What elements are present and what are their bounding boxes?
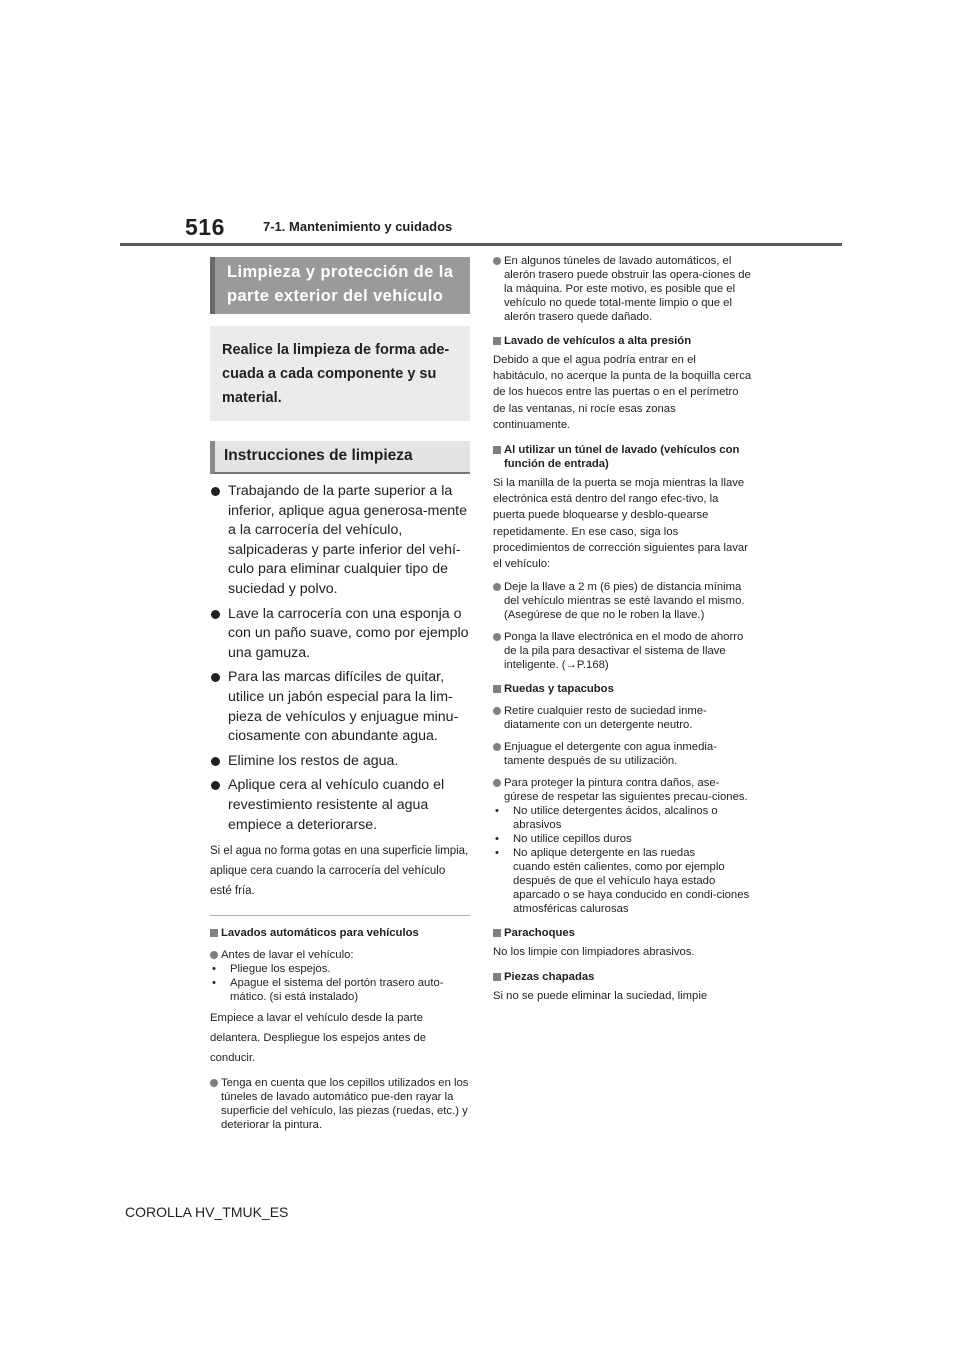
list-item-text: Aplique cera al vehículo cuando el revestimiento resistente al agua empiece a deteriorarse. xyxy=(228,777,445,833)
tunnel-text: Si la manilla de la puerta se moja mientras la llave electrónica está dentro del rango efec-tivo, la puerta puede bloquearse y desblo-quearse repetidamente. En ese caso, siga los procedimientos de corrección siguientes para lavar el vehículo: xyxy=(493,477,748,571)
circle-bullet-icon xyxy=(493,707,501,715)
right-column xyxy=(493,254,753,1005)
wheels-heading xyxy=(493,682,753,696)
wax-note: Si el agua no forma gotas en una superficie limpia, aplique cera cuando la carrocería del vehículo esté fría. xyxy=(210,845,469,898)
list-item xyxy=(210,482,470,600)
sub-item: • No utilice detergentes ácidos, alcalinos o xyxy=(495,805,718,818)
sub-item: • Apague el sistema del portón trasero auto- xyxy=(212,977,444,990)
square-bullet-icon xyxy=(493,973,501,981)
chapter-title-box xyxy=(210,257,470,314)
sub-list xyxy=(493,804,753,916)
list-item-text: Ponga la llave electrónica en el modo de ahorro de la pila para desactivar el sistema de llave inteligente. (→P.168) xyxy=(504,631,744,672)
list-item-text: Enjuague el detergente con agua inmedia-tamente después de su utilización. xyxy=(504,741,717,768)
instructions-title: Instrucciones de limpieza xyxy=(224,447,413,464)
list-item xyxy=(493,630,753,672)
sub-item-text: No aplique detergente en las ruedas xyxy=(513,847,696,860)
list-item xyxy=(210,668,470,746)
heading-text: Ruedas y tapacubos xyxy=(504,683,614,696)
square-bullet-icon xyxy=(493,929,501,937)
list-item-text: Para las marcas difíciles de quitar, utilice un jabón especial para la lim-pieza de vehículos y enjuague minu-ciosamente con abundante agua. xyxy=(228,669,459,745)
sub-item-text: Pliegue los espejos. xyxy=(230,963,331,976)
auto-wash-paragraph: Empiece a lavar el vehículo desde la parte delantera. Despliegue los espejos antes de conducir. xyxy=(210,1012,427,1065)
bullet-icon xyxy=(211,781,220,790)
sub-item-text: No utilice detergentes ácidos, alcalinos o xyxy=(513,805,718,818)
list-item xyxy=(210,948,470,1004)
intro-text: Realice la limpieza de forma ade-cuada a cada componente y su material. xyxy=(222,342,450,406)
footer-model: COROLLA HV_TMUK_ES xyxy=(125,1204,289,1220)
list-item xyxy=(493,580,753,622)
sub-item-text: cuando estén calientes, como por ejemplo después de que el vehículo haya estado aparcado o se haya conducido en condi-ciones atmosféricas calurosas xyxy=(513,861,750,916)
heading-text: Lavados automáticos para vehículos xyxy=(221,927,419,940)
chapter-title: Limpieza y protección de la parte exterior del vehículo xyxy=(227,263,454,305)
square-bullet-icon xyxy=(493,685,501,693)
high-pressure-heading xyxy=(493,334,753,348)
list-item xyxy=(493,704,753,732)
list-item-text: Deje la llave a 2 m (6 pies) de distancia mínima del vehículo mientras se esté lavando el mismo. (Asegúrese de que no le roben la llave.) xyxy=(504,581,745,622)
cleaning-steps-list xyxy=(210,482,470,835)
bumpers-text: No los limpie con limpiadores abrasivos. xyxy=(493,946,695,959)
circle-bullet-icon xyxy=(210,1079,218,1087)
list-item-text: Antes de lavar el vehículo: xyxy=(221,949,354,962)
section-title: 7-1. Mantenimiento y cuidados xyxy=(263,219,453,234)
high-pressure-text: Debido a que el agua podría entrar en el habitáculo, no acerque la punta de la boquilla cerca de los huecos entre las puertas o en el perímetro de las ventanas, ni rocíe esas zonas continuamente. xyxy=(493,354,752,431)
header-divider xyxy=(120,243,842,246)
sub-item: • No utilice cepillos duros xyxy=(495,833,632,846)
auto-wash-heading xyxy=(210,926,470,940)
sub-item-text: mático. (si está instalado) xyxy=(230,991,359,1004)
list-item xyxy=(493,254,753,324)
list-item xyxy=(210,752,470,772)
list-item xyxy=(210,776,470,835)
instructions-header xyxy=(210,441,470,474)
heading-text: Lavado de vehículos a alta presión xyxy=(504,335,692,347)
list-item-text: Tenga en cuenta que los cepillos utilizados en los túneles de lavado automático pue-den rayar la superficie del vehículo, las piezas (ruedas, etc.) y deteriorar la pintura. xyxy=(221,1077,469,1132)
circle-bullet-icon xyxy=(493,583,501,591)
intro-box xyxy=(210,326,470,421)
circle-bullet-icon xyxy=(493,257,501,265)
heading-text: Piezas chapadas xyxy=(504,971,595,984)
circle-bullet-icon xyxy=(493,743,501,751)
list-item-text: Para proteger la pintura contra daños, ase-gúrese de respetar las siguientes precau-ciones. xyxy=(504,777,748,804)
note-divider xyxy=(210,915,470,916)
page-number: 516 xyxy=(185,214,225,240)
list-item xyxy=(493,740,753,768)
sub-item: • Pliegue los espejos. xyxy=(212,963,331,976)
bumpers-heading xyxy=(493,926,753,940)
sub-item-text: Apague el sistema del portón trasero auto- xyxy=(230,977,444,990)
circle-bullet-icon xyxy=(210,951,218,959)
list-item xyxy=(210,1076,470,1132)
list-item-text: Retire cualquier resto de suciedad inme-diatamente con un detergente neutro. xyxy=(504,705,707,732)
left-column xyxy=(210,257,470,1132)
list-item-text: Lave la carrocería con una esponja o con un paño suave, como por ejemplo una gamuza. xyxy=(228,605,469,661)
square-bullet-icon xyxy=(493,446,501,454)
list-item xyxy=(493,776,753,804)
heading-text: Al utilizar un túnel de lavado (vehículos con función de entrada) xyxy=(504,444,740,471)
sub-item: • No aplique detergente en las ruedas xyxy=(495,847,696,860)
list-item xyxy=(210,605,470,664)
plated-parts-text: Si no se puede eliminar la suciedad, limpie xyxy=(493,990,708,1003)
bullet-icon xyxy=(211,610,220,619)
bullet-icon xyxy=(211,487,220,496)
sub-item-text: abrasivos xyxy=(513,819,562,832)
heading-text: Parachoques xyxy=(504,927,575,940)
bullet-icon xyxy=(211,757,220,766)
sub-item-text: No utilice cepillos duros xyxy=(513,833,632,846)
list-item-text: Elimine los restos de agua. xyxy=(228,752,399,769)
bullet-icon xyxy=(211,673,220,682)
tunnel-heading xyxy=(493,443,753,471)
plated-parts-heading xyxy=(493,970,753,984)
square-bullet-icon xyxy=(493,337,501,345)
circle-bullet-icon xyxy=(493,779,501,787)
square-bullet-icon xyxy=(210,929,218,937)
list-item-text: En algunos túneles de lavado automáticos, el alerón trasero puede obstruir las opera-ciones de la máquina. Por este motivo, es posible que el vehículo no quede total-mente limpio o que el alerón trasero quede dañado. xyxy=(504,255,751,323)
circle-bullet-icon xyxy=(493,633,501,641)
list-item-text: Trabajando de la parte superior a la inferior, aplique agua generosa-mente a la carrocería del vehículo, salpicaderas y parte inferior del vehí-culo para eliminar cualquier tipo de suciedad y polvo. xyxy=(228,483,467,597)
